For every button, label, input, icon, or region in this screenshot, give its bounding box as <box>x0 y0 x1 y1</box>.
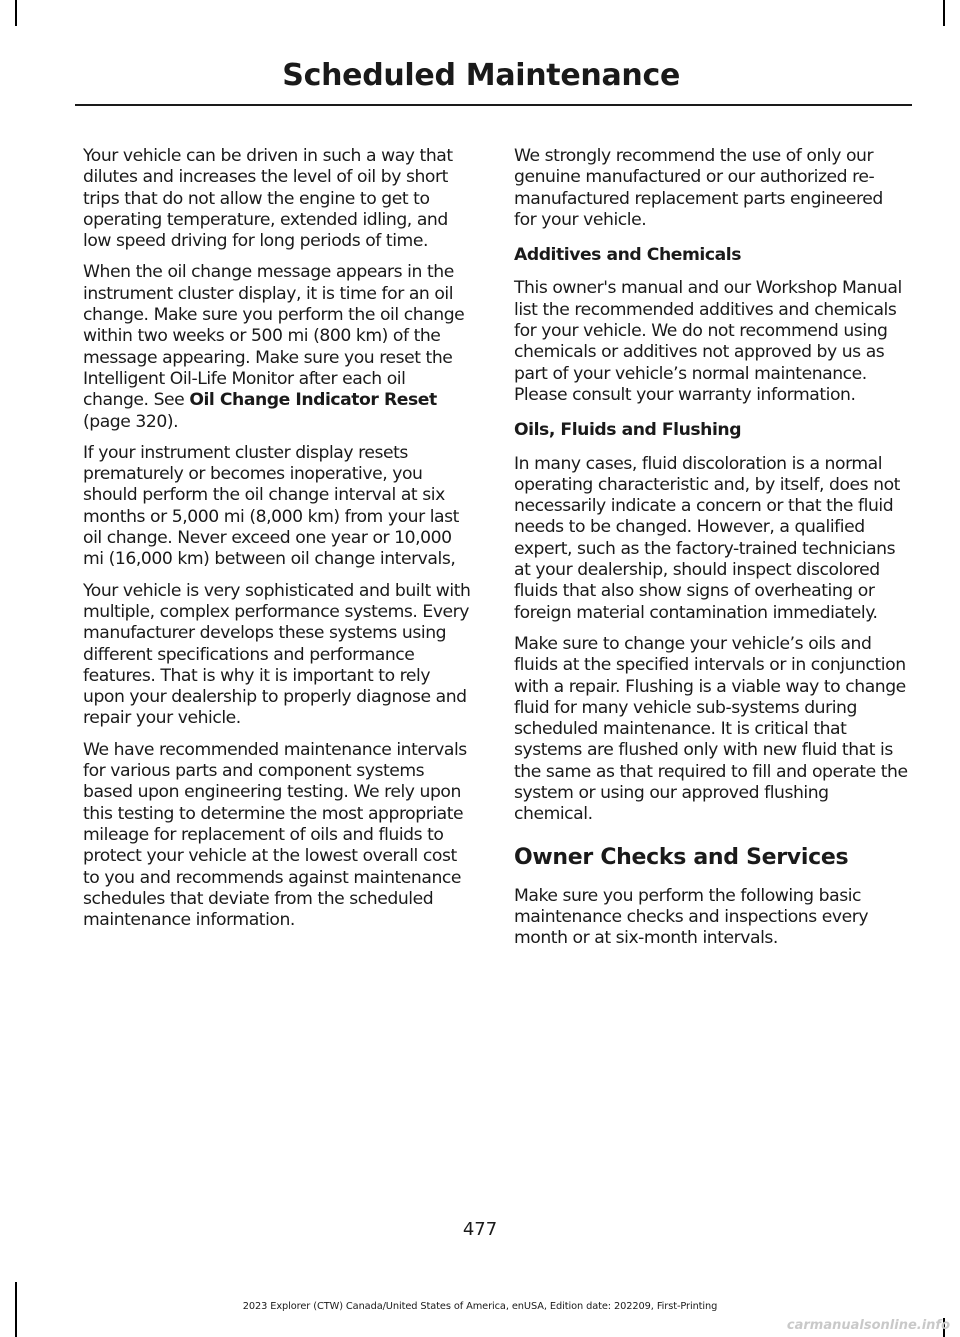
paragraph: We have recommended maintenance intervals for various parts and component systems based upon engineering testing. We rely upon this testing to determine the most appropriate mileage for replacement of oils and fluids to protect your vehicle at the lowest overall cost to you and recommends against maintenance schedules that deviate from the scheduled maintenance information. <box>83 739 467 931</box>
paragraph-oil-change-message <box>83 262 475 432</box>
paragraph: Your vehicle can be driven in such a way that dilutes and increases the level of oil by short trips that do not allow the engine to get to operating temperature, extended idling, and low speed driving for long periods of time. <box>83 146 453 252</box>
paragraph: Make sure you perform the following basic maintenance checks and inspections every month or at six-month intervals. <box>514 885 869 949</box>
left-column <box>83 146 475 941</box>
crop-mark-top-right <box>943 0 945 26</box>
paragraph: We strongly recommend the use of only our genuine manufactured or our authorized re-manufactured replacement parts engineered for your vehicle. <box>514 146 883 230</box>
page-title: Scheduled Maintenance <box>282 58 680 93</box>
page-reference: (page 320). <box>83 411 179 432</box>
cross-reference-link[interactable]: Oil Change Indicator Reset <box>189 390 437 411</box>
subheading-oils-fluids: Oils, Fluids and Flushing <box>514 420 742 441</box>
section-heading-owner-checks: Owner Checks and Services <box>514 844 849 870</box>
paragraph-text: When the oil change message appears in the instrument cluster display, it is time for an oil change. Make sure you perform the oil change within two weeks or 500 mi (800 km) of the message appearing. Make sure you reset the Intelligent Oil-Life Monitor after each oil change. See <box>83 262 465 411</box>
paragraph: This owner's manual and our Workshop Manual list the recommended additives and chemicals for your vehicle. We do not recommend using chemicals or additives not approved by us as part of your vehicle’s normal maintenance. Please consult your warranty information. <box>514 278 902 405</box>
subheading-additives: Additives and Chemicals <box>514 245 741 266</box>
crop-mark-top-left <box>15 0 17 26</box>
paragraph: Your vehicle is very sophisticated and built with multiple, complex performance systems. Every manufacturer develops these systems using different specifications and performance features. That is why it is important to rely upon your dealership to properly diagnose and repair your vehicle. <box>83 580 471 729</box>
paragraph: In many cases, fluid discoloration is a normal operating characteristic and, by itself, does not necessarily indicate a concern or that the fluid needs to be changed. However, a qualified expert, such as the factory-trained technicians at your dealership, should inspect discolored fluids that also show signs of overheating or foreign material contamination immediately. <box>514 453 900 623</box>
watermark: carmanualsonline.info <box>786 1318 950 1333</box>
paragraph: If your instrument cluster display resets prematurely or becomes inoperative, you should perform the oil change interval at six months or 5,000 mi (8,000 km) from your last oil change. Never exceed one year or 10,000 mi (16,000 km) between oil change intervals, <box>83 442 459 570</box>
footer-edition-info: 2023 Explorer (CTW) Canada/United States of America, enUSA, Edition date: 202209, First-Printing <box>242 1301 718 1312</box>
page-number: 477 <box>462 1219 498 1240</box>
header-divider <box>75 104 912 106</box>
right-column <box>514 146 908 960</box>
paragraph: Make sure to change your vehicle’s oils and fluids at the specified intervals or in conjunction with a repair. Flushing is a viable way to change fluid for many vehicle sub-systems during scheduled maintenance. It is critical that systems are flushed only with new fluid that is the same as that required to fill and operate the system or using our approved flushing chemical. <box>514 633 908 825</box>
